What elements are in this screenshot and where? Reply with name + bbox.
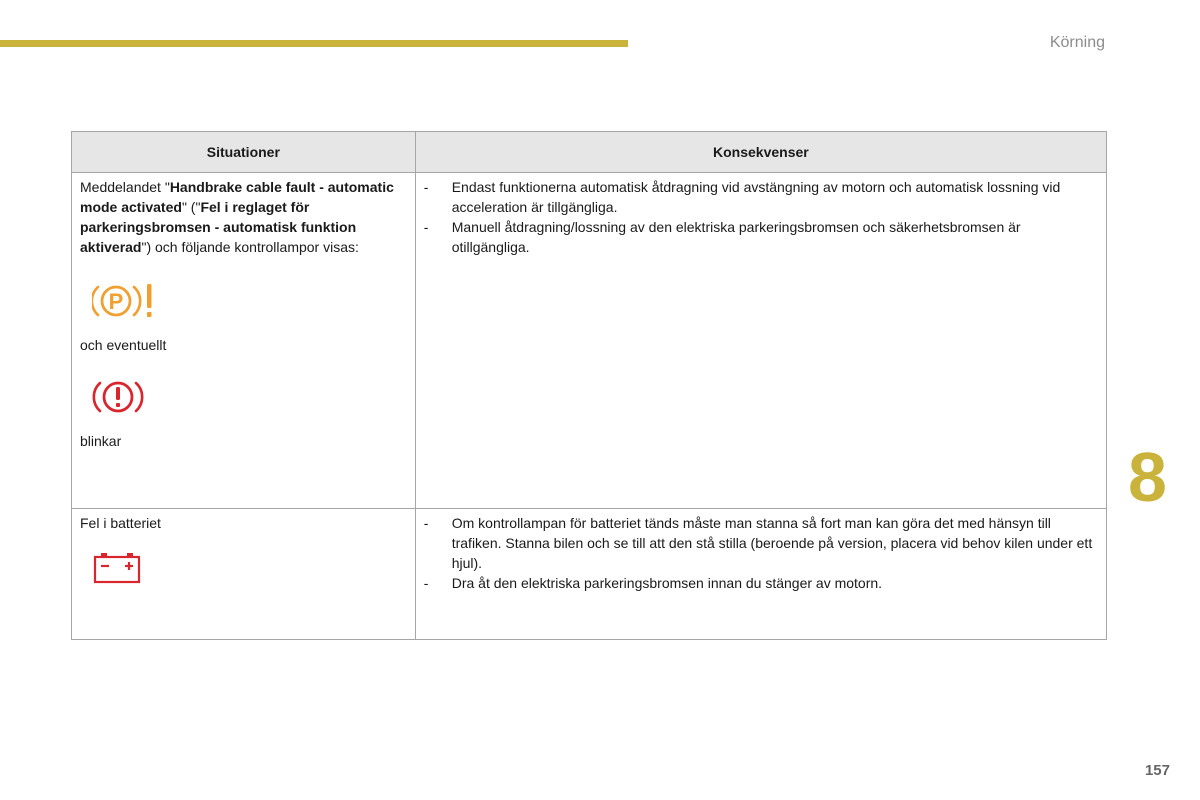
- message-swedish: Fel i reglaget för parkeringsbromsen - automatisk funktion aktiverad: [80, 199, 357, 255]
- situation-and-possibly-label: och eventuellt: [80, 337, 167, 353]
- page-number: 157: [1144, 762, 1170, 779]
- parking-brake-warning-icon: [92, 281, 156, 321]
- consequence-cell: [415, 173, 1106, 509]
- brake-system-warning-icon: [92, 377, 144, 417]
- chapter-number: 8: [1128, 438, 1167, 516]
- svg-text:P: P: [108, 289, 124, 314]
- bullet-dash: -: [423, 575, 429, 591]
- bullet-dash: -: [423, 219, 429, 235]
- situations-table: [71, 131, 1107, 640]
- bullet-dash: -: [423, 179, 429, 195]
- message-english: Handbrake cable fault - automatic mode activated: [80, 179, 394, 215]
- list-item: [422, 573, 1096, 593]
- situation-text: Fel i batteriet: [80, 515, 161, 531]
- situation-text-part: Meddelandet ": [80, 179, 170, 195]
- header-situations: Situationer: [72, 132, 416, 173]
- situation-text: [80, 177, 409, 257]
- situation-cell: [72, 509, 416, 640]
- table-row: [72, 509, 1107, 640]
- table-header-row: [72, 132, 1107, 173]
- list-item: [422, 513, 1096, 573]
- consequence-text: Endast funktionerna automatisk åtdragning vid avstängning av motorn och automatisk lossning vid acceleration är tillgängliga.: [451, 179, 1061, 215]
- situation-flashing-label: blinkar: [80, 433, 122, 449]
- consequence-cell: [415, 509, 1106, 640]
- table-row: [72, 173, 1107, 509]
- situation-text-part: " (": [181, 199, 201, 215]
- bullet-dash: -: [423, 515, 429, 531]
- consequence-text: Dra åt den elektriska parkeringsbromsen innan du stänger av motorn.: [451, 575, 883, 591]
- consequence-text: Manuell åtdragning/lossning av den elektriska parkeringsbromsen och säkerhetsbromsen är otillgängliga.: [451, 219, 1021, 255]
- consequence-text: Om kontrollampan för batteriet tänds måste man stanna så fort man kan göra det med hänsyn till trafiken. Stanna bilen och se till att den stå stilla (beroende på version, placera vid behov kilen under ett hjul).: [451, 515, 1093, 571]
- list-item: [422, 177, 1096, 217]
- consequence-list: [422, 513, 1096, 593]
- header-consequences: Konsekvenser: [415, 132, 1106, 173]
- battery-warning-icon: [92, 551, 142, 585]
- situation-cell: [72, 173, 416, 509]
- list-item: [422, 217, 1096, 257]
- consequence-list: [422, 177, 1096, 257]
- section-title: Körning: [1049, 34, 1105, 51]
- situation-text-part: ") och följande kontrollampor visas:: [141, 239, 359, 255]
- header-accent-bar: [0, 40, 628, 47]
